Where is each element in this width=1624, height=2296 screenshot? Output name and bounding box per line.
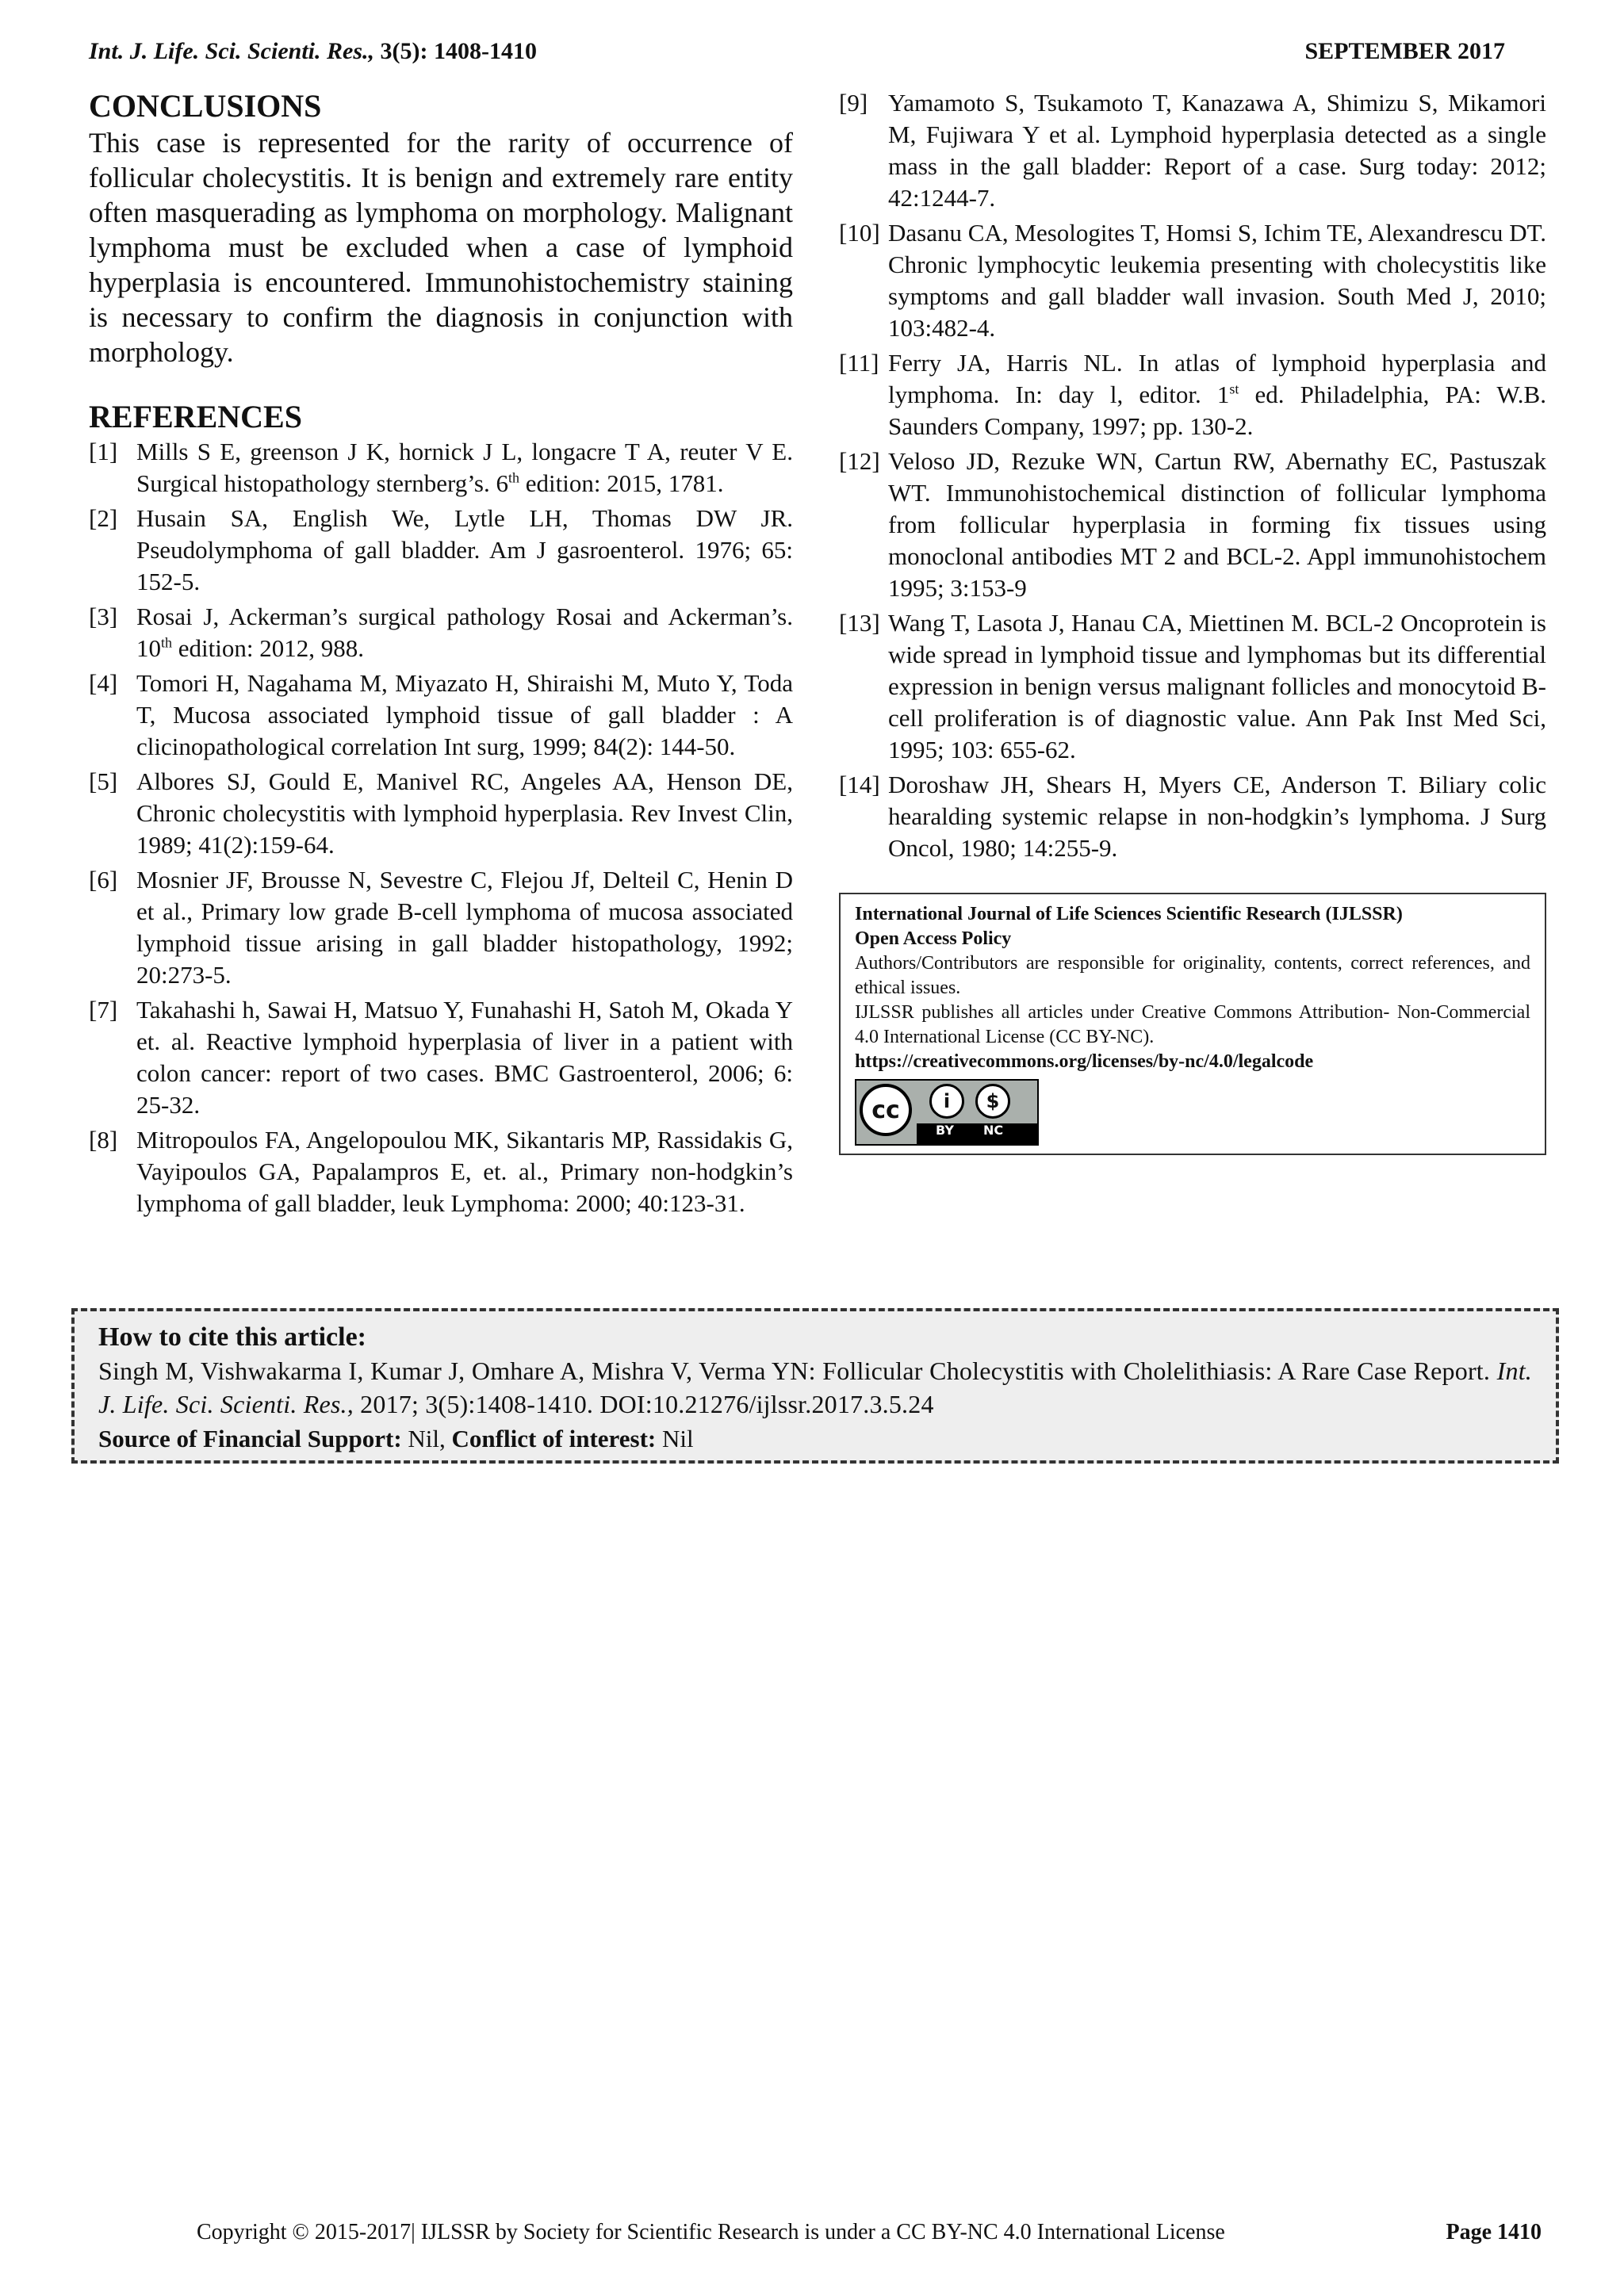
reference-text-main: Mosnier JF, Brousse N, Sevestre C, Flejou Jf, Delteil C, Henin D et al., Primary low grade B-cell lymphoma of mucosa associated lymphoid tissue arising in gall bladder histopathology, 1992; 20:273-5. [136,866,793,989]
conclusions-text: This case is represented for the rarity of occurrence of follicular cholecystitis. It is benign and extremely rare entity often masquerading as lymphoma on morphology. Malignant lymphoma must be excluded when a case of lymphoid hyperplasia is encountered. Immunohistochemistry staining is necessary to confirm the diagnosis in conjunction with morphology. [89,127,793,368]
journal-volume: 3(5): 1408-1410 [380,38,537,64]
reference-item [839,607,1546,766]
reference-text-main: Veloso JD, Rezuke WN, Cartun RW, Abernathy EC, Pastuszak WT. Immunohistochemical distinction of follicular lymphoma from follicular hyperplasia in forming fix tissues using monoclonal antibodies MT 2 and BCL-2. Appl immunohistochem 1995; 3:153-9 [888,447,1546,602]
reference-text [888,446,1546,604]
reference-text-main: Wang T, Lasota J, Hanau CA, Miettinen M. BCL-2 Oncoprotein is wide spread in lymphoid tissue and lymphomas but its differential expression in benign versus malignant follicles and monocytoid B-cell proliferation is of diagnostic value. Ann Pak Inst Med Sci, 1995; 103: 655-62. [888,609,1546,763]
cc-icon: cc [860,1084,912,1136]
reference-text [136,503,793,598]
reference-number: [5] [89,767,118,795]
left-column [89,87,793,1223]
attribution-icon: i [929,1084,964,1119]
reference-number: [13] [839,609,880,637]
reference-item [89,436,793,499]
reference-text [136,766,793,861]
reference-item [839,87,1546,214]
reference-number: [9] [839,89,868,117]
reference-text [136,436,793,499]
reference-text-main: Ferry JA, Harris NL. In atlas of lymphoid hyperplasia and lymphoma. In: day l, editor. 1 [888,349,1546,408]
open-access-policy-box [839,893,1546,1155]
policy-responsibility: Authors/Contributors are responsible for originality, contents, correct references, and ethical issues. [855,953,1530,998]
reference-item [839,347,1546,442]
conclusions-heading: CONCLUSIONS [89,88,322,124]
footer-copyright: Copyright © 2015-2017| IJLSSR by Society for Scientific Research is under a CC BY-NC 4.0 International License [197,2220,1225,2244]
reference-item [839,769,1546,864]
reference-text [136,994,793,1121]
policy-title: International Journal of Life Sciences Scientific Research (IJLSSR) [855,904,1403,924]
reference-text-main: Mills S E, greenson J K, hornick J L, longacre T A, reuter V E. Surgical histopathology sternberg’s. 6 [136,438,793,497]
support-label: Source of Financial Support: [98,1425,402,1452]
reference-item [89,1124,793,1219]
reference-text [888,769,1546,864]
running-header-journal [89,38,537,65]
cc-by-nc-badge[interactable] [855,1079,1039,1146]
badge-by-label: BY [936,1123,954,1138]
references-heading: REFERENCES [89,399,302,434]
reference-text [888,217,1546,344]
citation-journal: Int. J. Life. Sci. Scienti. Res., [98,1357,1532,1418]
reference-superscript: st [1229,381,1239,397]
reference-number: [2] [89,504,118,532]
reference-text [888,87,1546,214]
reference-item [89,994,793,1121]
reference-text [136,668,793,763]
reference-superscript: th [161,634,173,651]
reference-list-right [839,87,1546,864]
reference-superscript: th [508,469,519,486]
reference-text [136,601,793,664]
policy-license: IJLSSR publishes all articles under Creative Commons Attribution- Non-Commercial 4.0 International License (CC BY-NC). [855,1002,1530,1047]
support-conflict-line [98,1421,1532,1457]
reference-text [136,1124,793,1219]
reference-item [839,217,1546,344]
reference-item [89,668,793,763]
page-number: Page 1410 [1446,2220,1542,2244]
citation-box [71,1308,1559,1464]
reference-text-tail: ed. Philadelphia, PA: W.B. Saunders Company, 1997; pp. 130-2. [888,381,1546,440]
reference-number: [11] [839,349,879,377]
reference-text-tail: edition: 2012, 988. [172,634,364,662]
reference-text-main: Rosai J, Ackerman’s surgical pathology Rosai and Ackerman’s. 10 [136,603,793,662]
support-value: Nil, [401,1425,452,1452]
conflict-value: Nil [656,1425,694,1452]
policy-subtitle: Open Access Policy [855,928,1012,949]
reference-text [888,347,1546,442]
reference-item [89,503,793,598]
reference-item [89,864,793,991]
journal-name: Int. J. Life. Sci. Scienti. Res., [89,38,374,64]
running-header-date: SEPTEMBER 2017 [1304,38,1505,64]
reference-text-main: Albores SJ, Gould E, Manivel RC, Angeles AA, Henson DE, Chronic cholecystitis with lymphoid hyperplasia. Rev Invest Clin, 1989; 41(2):159-64. [136,767,793,859]
noncommercial-icon: $ [975,1084,1010,1119]
reference-number: [7] [89,996,118,1024]
reference-text-main: Takahashi h, Sawai H, Matsuo Y, Funahashi H, Satoh M, Okada Y et. al. Reactive lymphoid hyperplasia of liver in a patient with colon cancer: report of two cases. BMC Gastroenterol, 2006; 6: 25-32. [136,996,793,1119]
badge-nc-label: NC [983,1123,1004,1138]
reference-number: [4] [89,669,118,697]
reference-text-main: Mitropoulos FA, Angelopoulou MK, Sikantaris MP, Rassidakis G, Vayipoulos GA, Papalampros E, et. al., Primary non-hodgkin’s lymphoma of gall bladder, leuk Lymphoma: 2000; 40:123-31. [136,1126,793,1217]
right-column [839,87,1546,1155]
conflict-label: Conflict of interest: [451,1425,657,1452]
reference-item [839,446,1546,604]
reference-number: [3] [89,603,118,630]
citation-text [98,1354,1532,1421]
license-link[interactable]: https://creativecommons.org/licenses/by-nc/4.0/legalcode [855,1051,1314,1072]
reference-text-main: Doroshaw JH, Shears H, Myers CE, Anderson T. Biliary colic hearalding systemic relapse in non-hodgkin’s lymphoma. J Surg Oncol, 1980; 14:255-9. [888,771,1546,862]
reference-text-tail: edition: 2015, 1781. [519,469,724,497]
citation-details: 2017; 3(5):1408-1410. DOI:10.21276/ijlssr.2017.3.5.24 [353,1390,934,1418]
badge-strip [917,1123,1037,1144]
reference-list-left [89,436,793,1219]
reference-number: [8] [89,1126,118,1154]
reference-text-main: Husain SA, English We, Lytle LH, Thomas DW JR. Pseudolymphoma of gall bladder. Am J gasroenterol. 1976; 65: 152-5. [136,504,793,595]
reference-text-main: Yamamoto S, Tsukamoto T, Kanazawa A, Shimizu S, Mikamori M, Fujiwara Y et al. Lymphoid hyperplasia detected as a single mass in the gall bladder: Report of a case. Surg today: 2012; 42:1244-7. [888,89,1546,212]
citation-title: How to cite this article: [98,1322,366,1352]
reference-number: [6] [89,866,118,894]
reference-number: [1] [89,438,118,465]
reference-text [888,607,1546,766]
citation-authors: Singh M, Vishwakarma I, Kumar J, Omhare A, Mishra V, Verma YN: Follicular Cholecystitis with Cholelithiasis: A Rare Case Report. [98,1357,1497,1385]
reference-number: [14] [839,771,880,798]
reference-number: [12] [839,447,880,475]
reference-text-main: Tomori H, Nagahama M, Miyazato H, Shiraishi M, Muto Y, Toda T, Mucosa associated lymphoid tissue of gall bladder : A clicinopathological correlation Int surg, 1999; 84(2): 144-50. [136,669,793,760]
reference-item [89,601,793,664]
reference-item [89,766,793,861]
reference-text [136,864,793,991]
reference-text-main: Dasanu CA, Mesologites T, Homsi S, Ichim TE, Alexandrescu DT. Chronic lymphocytic leukemia presenting with cholecystitis like symptoms and gall bladder wall invasion. South Med J, 2010; 103:482-4. [888,219,1546,342]
reference-number: [10] [839,219,880,247]
